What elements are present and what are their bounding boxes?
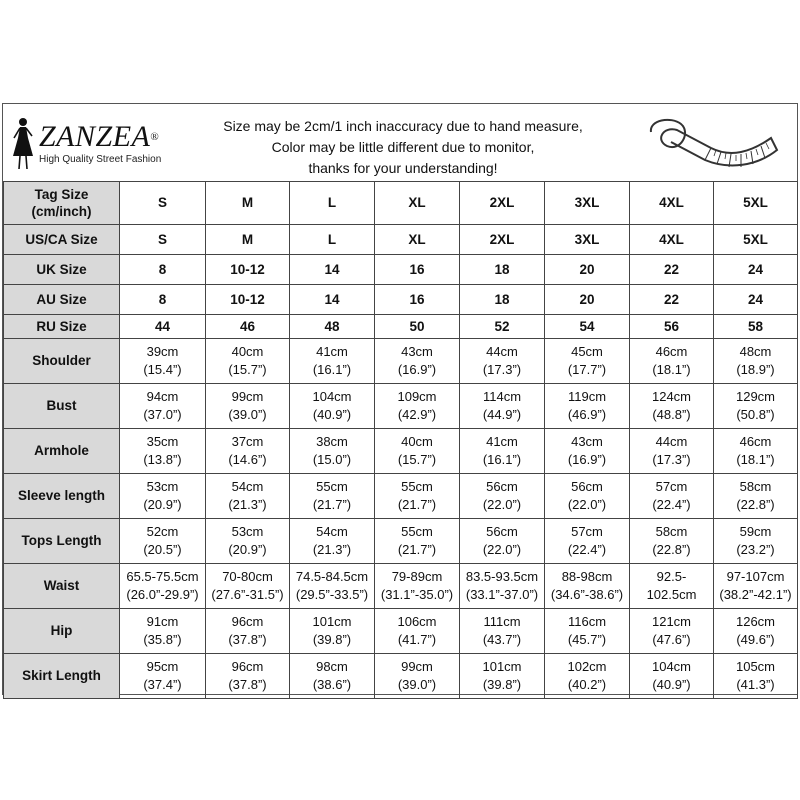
size-cell: 16 xyxy=(375,285,460,315)
measurement-cell xyxy=(290,474,375,519)
measurement-row xyxy=(4,339,798,384)
measurement-secondary: (33.1”-37.0”) xyxy=(465,587,539,602)
size-cell: 5XL xyxy=(714,182,798,225)
measurement-cell xyxy=(206,339,290,384)
measurement-secondary: (39.0”) xyxy=(397,677,437,692)
measurement-secondary: (22.4”) xyxy=(652,497,691,512)
measurement-cell xyxy=(714,609,798,654)
measurement-secondary: (37.4”) xyxy=(143,677,182,692)
measurement-cell xyxy=(375,519,460,564)
measurement-secondary: (41.7”) xyxy=(397,632,437,647)
measurement-cell xyxy=(630,564,714,609)
measurement-primary: 39cm xyxy=(146,344,179,359)
measurement-cell xyxy=(460,429,545,474)
measurement-cell xyxy=(206,564,290,609)
size-row xyxy=(4,285,798,315)
measurement-primary: 102cm xyxy=(567,659,607,674)
measurement-secondary: (20.9”) xyxy=(143,497,182,512)
measurement-primary: 59cm xyxy=(739,524,772,539)
size-row xyxy=(4,315,798,339)
measurement-primary: 95cm xyxy=(146,659,179,674)
measurement-cell xyxy=(375,429,460,474)
size-cell: 2XL xyxy=(460,225,545,255)
measurement-cell xyxy=(120,654,206,699)
measurement-cell xyxy=(545,429,630,474)
measurement-row xyxy=(4,429,798,474)
row-label: UK Size xyxy=(4,255,120,285)
measurement-secondary: (22.8”) xyxy=(652,542,691,557)
measurement-cell xyxy=(206,429,290,474)
measurement-primary: 38cm xyxy=(316,434,348,449)
measurement-cell xyxy=(545,609,630,654)
measurement-cell xyxy=(206,654,290,699)
size-cell: 56 xyxy=(630,315,714,339)
row-label: Tops Length xyxy=(4,519,120,564)
size-cell: L xyxy=(290,225,375,255)
measurement-primary: 88-98cm xyxy=(561,569,613,584)
measurement-secondary: (34.6”-38.6”) xyxy=(550,587,624,602)
measurement-secondary: (50.8”) xyxy=(736,407,775,422)
measurement-primary: 126cm xyxy=(735,614,776,629)
measurement-cell xyxy=(460,564,545,609)
measurement-row xyxy=(4,519,798,564)
measurement-primary: 92.5- xyxy=(656,569,687,584)
size-cell: 10-12 xyxy=(206,285,290,315)
row-label: Bust xyxy=(4,384,120,429)
measurement-cell xyxy=(290,609,375,654)
notice-line: Color may be little different due to monitor, xyxy=(271,139,535,155)
row-label: Shoulder xyxy=(4,339,120,384)
measurement-primary: 41cm xyxy=(316,344,348,359)
measurement-primary: 74.5-84.5cm xyxy=(295,569,369,584)
measurement-primary: 55cm xyxy=(401,479,433,494)
measurement-primary: 101cm xyxy=(312,614,352,629)
measurement-cell xyxy=(630,519,714,564)
measurement-secondary: (15.4”) xyxy=(143,362,182,377)
measurement-cell xyxy=(630,609,714,654)
size-cell: 18 xyxy=(460,255,545,285)
measurement-row xyxy=(4,384,798,429)
measurement-primary: 37cm xyxy=(231,434,264,449)
measurement-cell xyxy=(290,429,375,474)
measurement-secondary: (37.8”) xyxy=(228,632,267,647)
measurement-secondary: (20.9”) xyxy=(228,542,267,557)
measurement-secondary: (16.1”) xyxy=(482,452,522,467)
measurement-cell xyxy=(545,654,630,699)
measurement-primary: 56cm xyxy=(571,479,603,494)
measurement-cell xyxy=(290,519,375,564)
measurement-primary: 54cm xyxy=(316,524,348,539)
measurement-secondary: (21.7”) xyxy=(312,497,352,512)
measurement-primary: 98cm xyxy=(316,659,348,674)
measurement-secondary: (47.6”) xyxy=(652,632,691,647)
measurement-secondary: (18.9”) xyxy=(736,362,775,377)
measurement-secondary: (37.0”) xyxy=(143,407,182,422)
measurement-primary: 56cm xyxy=(486,479,518,494)
measurement-cell xyxy=(714,384,798,429)
measurement-secondary: (17.7”) xyxy=(567,362,607,377)
size-row xyxy=(4,182,798,225)
size-cell: 3XL xyxy=(545,225,630,255)
size-cell: 14 xyxy=(290,285,375,315)
row-label: Armhole xyxy=(4,429,120,474)
size-cell: 24 xyxy=(714,255,798,285)
measurement-secondary: (17.3”) xyxy=(652,452,691,467)
measurement-secondary: (46.9”) xyxy=(567,407,607,422)
size-cell: 48 xyxy=(290,315,375,339)
measurement-primary: 41cm xyxy=(486,434,518,449)
measurement-secondary: (43.7”) xyxy=(482,632,522,647)
measurement-cell xyxy=(120,384,206,429)
measurement-secondary: (16.9”) xyxy=(397,362,437,377)
measurement-secondary: (23.2”) xyxy=(736,542,775,557)
measuring-tape-icon xyxy=(641,112,781,174)
measurement-cell xyxy=(545,564,630,609)
size-cell: M xyxy=(206,182,290,225)
measurement-primary: 104cm xyxy=(651,659,692,674)
size-cell: 46 xyxy=(206,315,290,339)
size-cell: 5XL xyxy=(714,225,798,255)
measurement-secondary: (26.0”-29.9”) xyxy=(126,587,199,602)
measurement-primary: 94cm xyxy=(146,389,179,404)
measurement-primary: 111cm xyxy=(483,614,521,629)
measurement-cell xyxy=(545,474,630,519)
measurement-primary: 44cm xyxy=(655,434,688,449)
measurement-cell xyxy=(714,339,798,384)
measurement-cell xyxy=(714,429,798,474)
measurement-secondary: (31.1”-35.0”) xyxy=(380,587,454,602)
measurement-primary: 40cm xyxy=(401,434,433,449)
measurement-cell xyxy=(375,654,460,699)
measurement-secondary: (45.7”) xyxy=(567,632,607,647)
measurement-cell xyxy=(714,519,798,564)
measurement-cell xyxy=(545,384,630,429)
measurement-cell xyxy=(630,339,714,384)
size-cell: 50 xyxy=(375,315,460,339)
measurement-primary: 114cm xyxy=(482,389,522,404)
measurement-secondary: (21.7”) xyxy=(397,542,437,557)
measurement-primary: 53cm xyxy=(146,479,179,494)
measurement-primary: 99cm xyxy=(231,389,264,404)
size-row xyxy=(4,255,798,285)
measurement-primary: 79-89cm xyxy=(391,569,443,584)
measurement-cell xyxy=(545,519,630,564)
measurement-primary: 96cm xyxy=(231,614,264,629)
measurement-notice xyxy=(193,116,613,179)
measurement-secondary: (29.5”-33.5”) xyxy=(295,587,369,602)
measurement-cell xyxy=(206,609,290,654)
brand-logo xyxy=(9,114,189,174)
size-cell: 22 xyxy=(630,255,714,285)
measurement-cell xyxy=(120,609,206,654)
measurement-secondary: (22.0”) xyxy=(567,497,607,512)
brand-tagline: High Quality Street Fashion xyxy=(39,154,162,165)
size-cell: 52 xyxy=(460,315,545,339)
measurement-primary: 99cm xyxy=(401,659,433,674)
measurement-primary: 121cm xyxy=(651,614,692,629)
measurement-primary: 91cm xyxy=(146,614,179,629)
measurement-secondary: (18.1”) xyxy=(652,362,691,377)
measurement-primary: 104cm xyxy=(312,389,352,404)
measurement-secondary: (49.6”) xyxy=(736,632,775,647)
measurement-secondary: (40.2”) xyxy=(567,677,607,692)
measurement-cell xyxy=(630,429,714,474)
measurement-cell xyxy=(630,384,714,429)
measurement-primary: 46cm xyxy=(739,434,772,449)
measurement-secondary: (21.3”) xyxy=(312,542,352,557)
size-cell: 8 xyxy=(120,285,206,315)
measurement-primary: 116cm xyxy=(567,614,607,629)
size-cell: M xyxy=(206,225,290,255)
measurement-secondary: (42.9”) xyxy=(397,407,437,422)
size-cell: 16 xyxy=(375,255,460,285)
measurement-primary: 35cm xyxy=(146,434,179,449)
measurement-secondary: (38.2”-42.1”) xyxy=(719,587,792,602)
size-cell: XL xyxy=(375,225,460,255)
measurement-primary: 55cm xyxy=(316,479,348,494)
measurement-secondary: (22.4”) xyxy=(567,542,607,557)
measurement-secondary: (48.8”) xyxy=(652,407,691,422)
notice-line: Size may be 2cm/1 inch inaccuracy due to hand measure, xyxy=(223,118,583,134)
size-cell: S xyxy=(120,182,206,225)
measurement-secondary: (14.6”) xyxy=(228,452,267,467)
row-label: RU Size xyxy=(4,315,120,339)
measurement-primary: 55cm xyxy=(401,524,433,539)
measurement-cell xyxy=(460,474,545,519)
row-label: Skirt Length xyxy=(4,654,120,699)
measurement-secondary: (16.9”) xyxy=(567,452,607,467)
measurement-row xyxy=(4,609,798,654)
measurement-row xyxy=(4,474,798,519)
measurement-cell xyxy=(630,654,714,699)
size-cell: 22 xyxy=(630,285,714,315)
size-cell: 8 xyxy=(120,255,206,285)
size-chart-frame xyxy=(2,103,798,695)
measurement-primary: 65.5-75.5cm xyxy=(126,569,199,584)
size-cell: 14 xyxy=(290,255,375,285)
brand-name: ZANZEA® xyxy=(39,120,160,153)
measurement-primary: 54cm xyxy=(231,479,264,494)
size-cell: XL xyxy=(375,182,460,225)
size-cell: L xyxy=(290,182,375,225)
measurement-secondary: (20.5”) xyxy=(143,542,182,557)
measurement-cell xyxy=(120,474,206,519)
measurement-cell xyxy=(375,339,460,384)
measurement-primary: 57cm xyxy=(655,479,688,494)
measurement-secondary: (16.1”) xyxy=(312,362,352,377)
measurement-primary: 45cm xyxy=(571,344,603,359)
measurement-primary: 70-80cm xyxy=(222,569,273,584)
measurement-secondary: (39.0”) xyxy=(228,407,267,422)
measurement-cell xyxy=(460,654,545,699)
measurement-cell xyxy=(375,474,460,519)
measurement-secondary: (41.3”) xyxy=(736,677,775,692)
size-cell: 54 xyxy=(545,315,630,339)
measurement-primary: 44cm xyxy=(486,344,518,359)
row-label: Hip xyxy=(4,609,120,654)
size-cell: 44 xyxy=(120,315,206,339)
row-label: AU Size xyxy=(4,285,120,315)
row-label: US/CA Size xyxy=(4,225,120,255)
measurement-primary: 106cm xyxy=(397,614,437,629)
measurement-secondary: (21.3”) xyxy=(228,497,267,512)
measurement-primary: 43cm xyxy=(571,434,603,449)
measurement-primary: 109cm xyxy=(397,389,437,404)
measurement-secondary: (40.9”) xyxy=(312,407,352,422)
measurement-cell xyxy=(290,384,375,429)
measurement-secondary: (35.8”) xyxy=(143,632,182,647)
row-label: Waist xyxy=(4,564,120,609)
measurement-cell xyxy=(120,429,206,474)
measurement-secondary: (18.1”) xyxy=(736,452,775,467)
measurement-primary: 58cm xyxy=(739,479,772,494)
measurement-secondary: (21.7”) xyxy=(397,497,437,512)
measurement-cell xyxy=(460,609,545,654)
measurement-primary: 43cm xyxy=(401,344,433,359)
measurement-primary: 96cm xyxy=(231,659,264,674)
size-table xyxy=(3,181,798,699)
measurement-primary: 119cm xyxy=(567,389,607,404)
measurement-secondary: (22.8”) xyxy=(736,497,775,512)
measurement-cell xyxy=(545,339,630,384)
measurement-secondary: (44.9”) xyxy=(482,407,522,422)
size-cell: 10-12 xyxy=(206,255,290,285)
size-cell: 24 xyxy=(714,285,798,315)
measurement-secondary: (22.0”) xyxy=(482,542,522,557)
measurement-row xyxy=(4,654,798,699)
measurement-secondary: (15.7”) xyxy=(228,362,267,377)
measurement-cell xyxy=(714,654,798,699)
measurement-secondary: (15.7”) xyxy=(397,452,437,467)
measurement-primary: 83.5-93.5cm xyxy=(465,569,539,584)
measurement-primary: 57cm xyxy=(571,524,603,539)
measurement-secondary: (38.6”) xyxy=(312,677,352,692)
woman-figure-icon xyxy=(9,116,37,172)
measurement-primary: 97-107cm xyxy=(726,569,785,584)
size-cell: 3XL xyxy=(545,182,630,225)
measurement-secondary: (13.8”) xyxy=(143,452,182,467)
measurement-cell xyxy=(460,339,545,384)
measurement-cell xyxy=(206,519,290,564)
size-cell: 2XL xyxy=(460,182,545,225)
measurement-secondary: (40.9”) xyxy=(652,677,691,692)
measurement-secondary: (27.6”-31.5”) xyxy=(211,587,284,602)
measurement-cell xyxy=(206,384,290,429)
chart-header xyxy=(3,104,797,182)
measurement-cell xyxy=(206,474,290,519)
measurement-cell xyxy=(120,339,206,384)
measurement-cell xyxy=(120,519,206,564)
size-cell: 20 xyxy=(545,285,630,315)
measurement-cell xyxy=(290,339,375,384)
measurement-primary: 101cm xyxy=(482,659,522,674)
measurement-cell xyxy=(375,564,460,609)
measurement-row xyxy=(4,564,798,609)
measurement-cell xyxy=(714,564,798,609)
measurement-cell xyxy=(630,474,714,519)
measurement-primary: 52cm xyxy=(146,524,179,539)
size-cell: 4XL xyxy=(630,182,714,225)
measurement-primary: 58cm xyxy=(655,524,688,539)
size-cell: 4XL xyxy=(630,225,714,255)
measurement-secondary: (22.0”) xyxy=(482,497,522,512)
measurement-cell xyxy=(460,384,545,429)
measurement-secondary: (17.3”) xyxy=(482,362,522,377)
notice-line: thanks for your understanding! xyxy=(308,160,498,176)
size-cell: S xyxy=(120,225,206,255)
row-label: Sleeve length xyxy=(4,474,120,519)
measurement-primary: 124cm xyxy=(651,389,692,404)
measurement-cell xyxy=(460,519,545,564)
measurement-primary: 46cm xyxy=(655,344,688,359)
size-cell: 58 xyxy=(714,315,798,339)
measurement-primary: 129cm xyxy=(735,389,776,404)
measurement-primary: 53cm xyxy=(231,524,264,539)
size-cell: 18 xyxy=(460,285,545,315)
measurement-secondary: (15.0”) xyxy=(312,452,352,467)
size-cell: 20 xyxy=(545,255,630,285)
row-label: Tag Size (cm/inch) xyxy=(4,182,120,225)
measurement-secondary: (37.8”) xyxy=(228,677,267,692)
measurement-primary: 40cm xyxy=(231,344,264,359)
measurement-primary: 105cm xyxy=(735,659,776,674)
measurement-secondary: 102.5cm xyxy=(646,587,697,602)
measurement-cell xyxy=(120,564,206,609)
measurement-secondary: (39.8”) xyxy=(482,677,522,692)
measurement-cell xyxy=(375,384,460,429)
measurement-primary: 48cm xyxy=(739,344,772,359)
measurement-cell xyxy=(290,564,375,609)
measurement-cell xyxy=(290,654,375,699)
measurement-cell xyxy=(375,609,460,654)
measurement-cell xyxy=(714,474,798,519)
size-row xyxy=(4,225,798,255)
measurement-secondary: (39.8”) xyxy=(312,632,352,647)
measurement-primary: 56cm xyxy=(486,524,518,539)
